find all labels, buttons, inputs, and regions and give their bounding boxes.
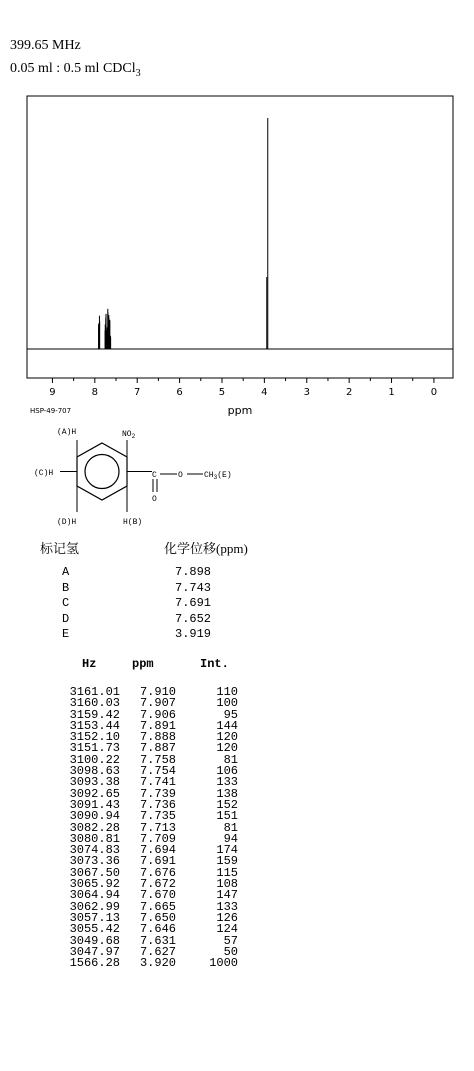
peak-cell-ppm: 7.646 [139, 922, 176, 937]
peak-cell-ppm: 7.758 [139, 752, 176, 767]
peak-cell-ppm: 7.670 [139, 888, 176, 903]
peak-cell-int: 133 [216, 899, 238, 914]
x-tick-label-4: 4 [261, 387, 268, 398]
peak-cell-int: 50 [223, 944, 238, 959]
sample-subscript: 3 [135, 68, 141, 79]
peak-cell-ppm: 7.694 [139, 843, 176, 858]
peak-cell-hz: 3057.13 [69, 910, 120, 925]
assignment-table [0, 565, 474, 643]
peak-cell-hz: 3160.03 [69, 696, 120, 711]
peak-cell-int: 174 [216, 843, 238, 858]
peak-cell-ppm: 7.887 [139, 741, 176, 756]
label-ethyl [204, 471, 232, 481]
peak-table-header-hz: Hz [82, 657, 97, 671]
peak-cell-hz: 3153.44 [69, 718, 120, 733]
label-ester-o: O [178, 471, 183, 480]
peak-cell-int: 144 [216, 718, 238, 733]
peak-cell-ppm: 3.920 [139, 956, 176, 971]
peak-cell-hz: 3049.68 [69, 933, 120, 948]
peak-cell-hz: 3159.42 [69, 707, 120, 722]
assignment-shift: 7.652 [175, 611, 212, 626]
assignment-shift: 3.919 [175, 627, 212, 641]
peak-cell-int: 106 [216, 764, 238, 779]
label-h-c: (C)H [34, 469, 54, 478]
label-h-a: (A)H [57, 428, 77, 437]
peak-cell-hz: 3047.97 [69, 944, 120, 959]
peak-cell-hz: 3055.42 [69, 922, 120, 937]
peak-cell-int: 151 [216, 809, 238, 824]
ethyl-tag: (E) [217, 471, 232, 480]
peak-cell-hz: 3067.50 [69, 865, 120, 880]
peak-cell-hz: 3091.43 [69, 797, 120, 812]
x-tick-label-5: 5 [218, 387, 226, 398]
assignment-row [0, 596, 474, 612]
peak-cell-int: 120 [216, 730, 238, 745]
peak-cell-int: 147 [216, 888, 238, 903]
assignment-row [0, 581, 474, 597]
peak-cell-ppm: 7.741 [139, 775, 176, 790]
peak-cell-int: 108 [216, 877, 238, 892]
peak-cell-int: 159 [216, 854, 238, 869]
no2-text: NO [122, 430, 132, 439]
peak-cell-hz: 3082.28 [69, 820, 120, 835]
x-tick-label-7: 7 [134, 387, 141, 398]
peak-cell-hz: 3098.63 [69, 764, 120, 779]
ethyl-text: CH [204, 471, 214, 480]
label-h-d: (D)H [57, 518, 77, 527]
assignment-label: D [62, 611, 70, 626]
peak-cell-int: 57 [223, 933, 238, 948]
assignment-label: B [62, 580, 70, 595]
assignment-shift: 7.691 [175, 596, 212, 610]
peak-cell-hz: 3064.94 [69, 888, 120, 903]
peak-cell-int: 126 [216, 910, 238, 925]
peak-cell-int: 81 [223, 752, 238, 767]
assignment-header-shift: 化学位移(ppm) [164, 541, 248, 556]
assignment-header-label: 标记氢 [40, 541, 80, 556]
x-tick-label-9: 9 [49, 387, 56, 398]
x-tick-label-0: 0 [430, 387, 438, 398]
x-tick-label-8: 8 [91, 387, 99, 398]
no2-subscript: 2 [131, 433, 136, 440]
assignment-row [0, 565, 474, 581]
assignment-row [0, 612, 474, 628]
peak-cell-int: 81 [223, 820, 238, 835]
peak-cell-ppm: 7.627 [139, 944, 176, 959]
peak-cell-ppm: 7.735 [139, 809, 176, 824]
label-ester-c: C [152, 471, 157, 480]
assignment-label: A [62, 565, 70, 579]
peak-table-header-ppm: ppm [132, 657, 154, 671]
peak-cell-hz: 3100.22 [69, 752, 120, 767]
spectrometer-frequency: 399.65 MHz [10, 38, 81, 53]
peak-cell-hz: 3092.65 [69, 786, 120, 801]
peak-cell-hz: 3151.73 [69, 741, 120, 756]
peak-table-header-int: Int. [200, 657, 229, 671]
peak-cell-int: 94 [223, 831, 238, 846]
peak-table [0, 687, 474, 969]
peak-cell-hz: 3080.81 [69, 831, 120, 846]
peak-cell-int: 100 [216, 696, 238, 711]
peak-cell-ppm: 7.676 [139, 865, 176, 880]
x-tick-label-6: 6 [176, 387, 183, 398]
ethyl-subscript: 3 [213, 474, 218, 481]
x-tick-label-1: 1 [388, 387, 395, 398]
peak-cell-ppm: 7.754 [139, 764, 176, 779]
peak-cell-ppm: 7.713 [139, 820, 176, 835]
peak-cell-ppm: 7.650 [139, 910, 176, 925]
peak-cell-ppm: 7.691 [139, 854, 176, 869]
assignment-row [0, 627, 474, 643]
peak-cell-ppm: 7.736 [139, 797, 176, 812]
peak-cell-ppm: 7.906 [139, 707, 176, 722]
peak-table-row [0, 958, 474, 969]
x-axis-label: ppm [227, 404, 253, 417]
aromatic-circle [85, 455, 119, 489]
assignment-shift: 7.743 [175, 580, 212, 595]
assignment-label: C [62, 596, 70, 610]
peak-cell-ppm: 7.891 [139, 718, 176, 733]
peak-cell-int: 110 [216, 685, 238, 699]
peak-cell-hz: 1566.28 [69, 956, 120, 971]
label-ester-carbonyl-o: O [152, 495, 157, 504]
peak-cell-ppm: 7.888 [139, 730, 176, 745]
assignment-label: E [62, 627, 70, 641]
peak-cell-int: 1000 [209, 956, 238, 971]
peak-cell-ppm: 7.709 [139, 831, 176, 846]
peak-cell-hz: 3074.83 [69, 843, 120, 858]
peak-cell-hz: 3161.01 [69, 685, 120, 699]
peak-cell-int: 138 [216, 786, 238, 801]
peak-cell-hz: 3065.92 [69, 877, 120, 892]
peak-cell-ppm: 7.672 [139, 877, 176, 892]
peak-cell-int: 120 [216, 741, 238, 756]
label-h-b: H(B) [123, 518, 143, 527]
label-no2 [122, 430, 136, 440]
x-tick-label-2: 2 [345, 387, 353, 398]
sample-main-text: 0.05 ml : 0.5 ml CDCl [10, 61, 136, 76]
peak-cell-ppm: 7.631 [139, 933, 176, 948]
peak-cell-ppm: 7.907 [139, 696, 176, 711]
peak-cell-ppm: 7.665 [139, 899, 176, 914]
peak-cell-ppm: 7.739 [139, 786, 176, 801]
assignment-shift: 7.898 [175, 565, 212, 579]
peak-cell-int: 133 [216, 775, 238, 790]
x-tick-label-3: 3 [303, 387, 310, 398]
peak-cell-ppm: 7.910 [139, 685, 176, 699]
peak-cell-int: 115 [216, 865, 238, 880]
spectrum-code: HSP-49-707 [30, 407, 72, 415]
peak-cell-hz: 3073.36 [69, 854, 120, 869]
peak-cell-hz: 3062.99 [69, 899, 120, 914]
peak-cell-hz: 3152.10 [69, 730, 120, 745]
peak-cell-int: 152 [216, 797, 238, 812]
peak-cell-int: 124 [216, 922, 238, 937]
peak-cell-hz: 3090.94 [69, 809, 120, 824]
peak-cell-hz: 3093.38 [69, 775, 120, 790]
peak-cell-int: 95 [223, 707, 238, 722]
